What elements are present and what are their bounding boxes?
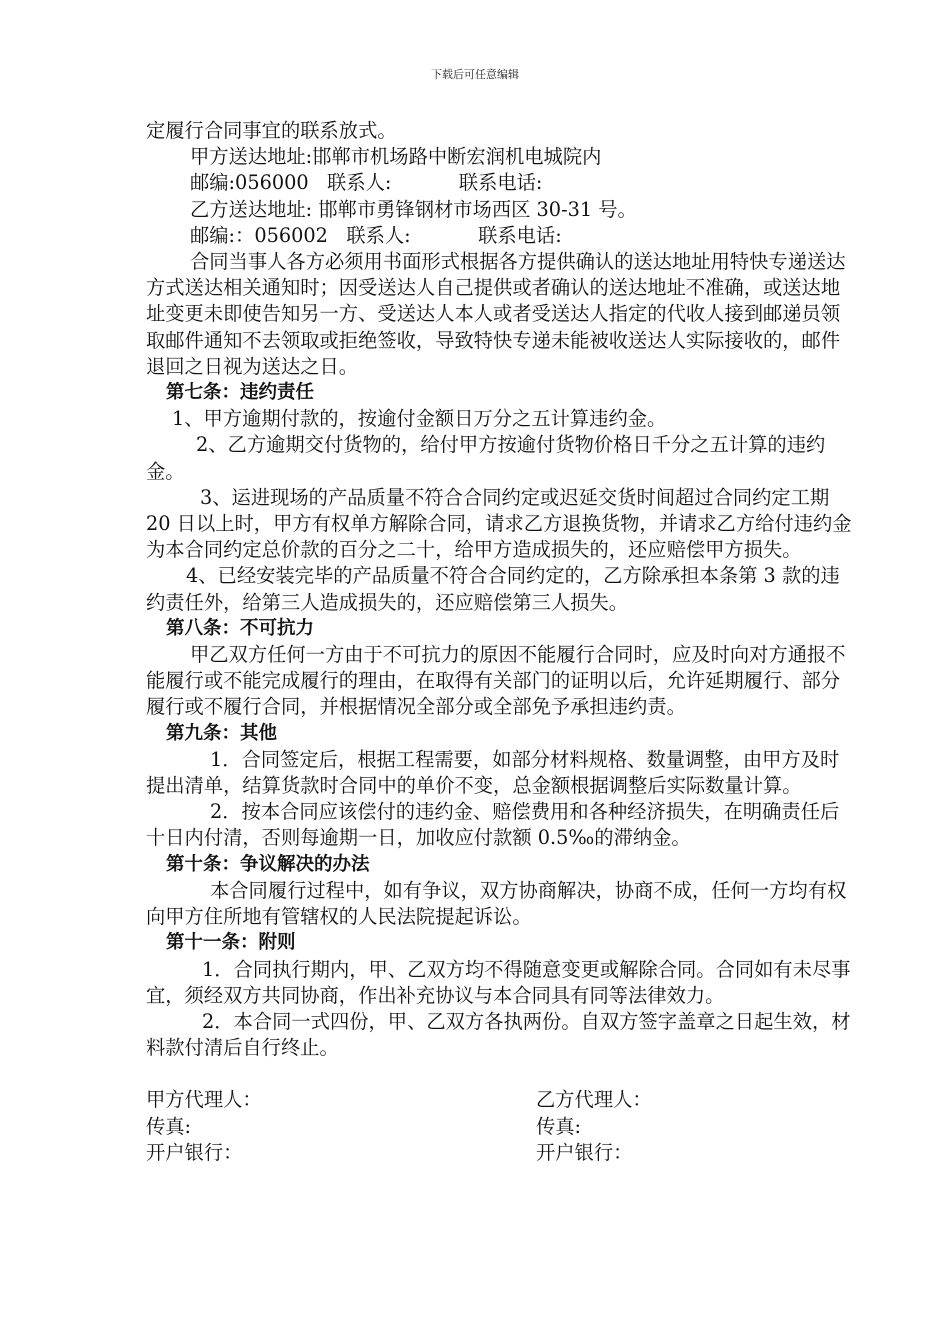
party-b-address: 乙方送达地址: 邯郸市勇锋钢材市场西区 30-31 号。 [190,197,637,221]
signature-row-agent [146,1087,858,1113]
article-9-item-2: 2．按本合同应该偿付的违约金、赔偿费用和各种经济损失，在明确责任后十日内付清，否则每逾期一日，加收应付款额 0.5‰的滞纳金。 [146,800,840,850]
article-11-item-1: 1．合同执行期内，甲、乙双方均不得随意变更或解除合同。合同如有未尽事宜，须经双方共同协商，作出补充协议与本合同具有同等法律效力。 [146,957,851,1007]
party-a-contact: 邮编:056000 联系人: 联系电话: [190,171,543,195]
article-8-text: 甲乙双方任何一方由于不可抗力的原因不能履行合同时，应及时向对方通报不能履行或不能完成履行的理由，在取得有关部门的证明以后，允许延期履行、部分履行或不履行合同，并根据情况全部分或全部免予承担违约责。 [146,643,846,719]
party-a-agent: 甲方代理人： [146,1088,262,1112]
article-9-title: 第九条：其他 [166,722,278,744]
party-a-bank: 开户银行： [146,1140,243,1164]
party-b-fax: 传真: [536,1114,582,1138]
party-a-address: 甲方送达地址:邯郸市机场路中断宏润机电城院内 [190,145,602,169]
article-9-item-1: 1．合同签定后，根据工程需要，如部分材料规格、数量调整，由甲方及时提出清单，结算货款时合同中的单价不变，总金额根据调整后实际数量计算。 [146,747,840,798]
article-8-title: 第八条：不可抗力 [166,617,315,639]
article-7-item-1: 1、甲方逾期付款的，按逾付金额日万分之五计算违约金。 [172,407,667,431]
article-10-text: 本合同履行过程中，如有争议，双方协商解决，协商不成，任何一方均有权向甲方住所地有管辖权的人民法院提起诉讼。 [146,878,847,929]
party-b-contact: 邮编:：056002 联系人: 联系电话: [190,223,562,247]
article-10-title: 第十条：争议解决的办法 [166,853,370,875]
article-7-title: 第七条：违约责任 [166,382,315,404]
signature-row-bank [146,1140,858,1166]
party-a-fax: 传真: [146,1114,192,1138]
party-b-agent: 乙方代理人： [536,1088,652,1112]
contract-page [146,118,858,1166]
service-paragraph: 合同当事人各方必须用书面形式根据各方提供确认的送达地址用特快专递送达方式送达相关通知时；因受送达人自己提供或者确认的送达地址不准确，或送达地址变更未即使告知另一方、受送达人本人或者受送达人指定的代收人接到邮递员领取邮件通知不去领取或拒绝签收，导致特快专递未能被收送达人实际接收的，邮件退回之日视为送达之日。 [146,250,846,378]
article-7-item-3: 3、运进现场的产品质量不符合合同约定或迟延交货时间超过合同约定工期 20 日以上时，甲方有权单方解除合同，请求乙方退换货物，并请求乙方给付违约金为本合同约定总价款的百分之二十，给甲方造成损失的，还应赔偿甲方损失。 [146,485,852,562]
party-b-bank: 开户银行： [536,1140,633,1164]
article-11-item-2: 2．本合同一式四份，甲、乙双方各执两份。自双方签字盖章之日起生效，材料款付清后自行终止。 [146,1009,851,1060]
intro-line: 定履行合同事宜的联系放式。 [146,119,397,142]
article-7-item-4: 4、已经安装完毕的产品质量不符合合同约定的，乙方除承担本条第 3 款的违约责任外，给第三人造成损失的，还应赔偿第三人损失。 [146,564,840,614]
page-header: 下载后可任意编辑 [431,68,519,81]
article-7-item-2: 2、乙方逾期交付货物的，给付甲方按逾付货物价格日千分之五计算的违约金。 [146,433,826,483]
signature-row-fax [146,1114,858,1140]
article-11-title: 第十一条：附则 [166,932,296,954]
